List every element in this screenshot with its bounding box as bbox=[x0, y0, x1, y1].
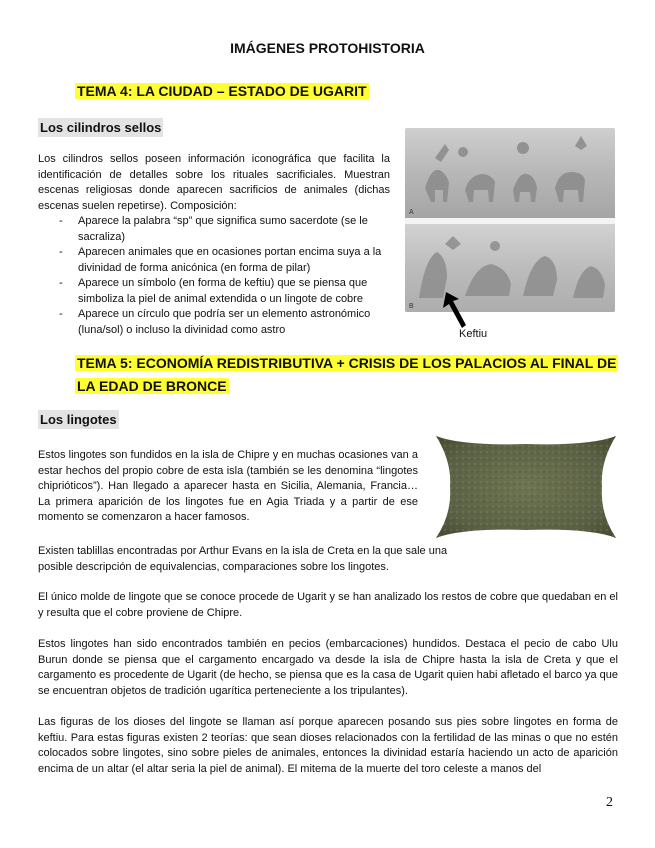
cilindros-paragraph: Los cilindros sellos poseen información iconográfica que facilita la identificación de detalles sobre los rituales sacrificiales. Muestran escenas religiosas donde aparecen sacrificios de animales (dichas escenas suelen repetirse). Composición: bbox=[38, 153, 390, 212]
svg-text:B: B bbox=[409, 303, 414, 310]
lingotes-subheading: Los lingotes bbox=[40, 412, 117, 427]
list-item: - Aparece un símbolo (en forma de keftiu) que se piensa que simboliza la piel de animal extendida o un lingote de cobre bbox=[38, 276, 392, 307]
lingotes-paragraph-1: Estos lingotes son fundidos en la isla de Chipre y en muchas ocasiones van a estar hechos del propio cobre de esta isla (también se les denomina “lingotes chiprióticos”). Han llegado a aparecer hasta en Sicilia, Alemania, Francia… La primera aparición de los lingotes fue en Agia Triada y a partir de ese momento se comenzaron a hacer famosos. bbox=[38, 449, 418, 523]
list-item: - Aparece un círculo que podría ser un elemento astronómico (luna/sol) o incluso la divinidad como astro bbox=[38, 307, 392, 338]
lingotes-paragraph-3: El único molde de lingote que se conoce procede de Ugarit y se han analizado los restos de cobre que quedaban en el y resulta que el cobre proviene de Chipre. bbox=[38, 591, 618, 619]
lingotes-paragraph-4: Estos lingotes han sido encontrados también en pecios (embarcaciones) hundidos. Destaca el pecio de cabo Ulu Burun donde se piensa que el cargamento encargado va desde la isla de Chipre hasta la isla de Creta y que el cargamento es procedente de Ugarit (de hecho, se piensa que es la casa de Ugarit quien habi afletado el barco ya que se encuentran objetos de tradición ugarítica perteneciente a los tripulantes). bbox=[38, 638, 618, 697]
cylinder-seal-illustration bbox=[405, 128, 615, 312]
oxhide-ingot-illustration bbox=[432, 432, 620, 542]
tema5-heading: TEMA 5: ECONOMÍA REDISTRIBUTIVA + CRISIS DE LOS PALACIOS AL FINAL DE LA EDAD DE BRONCE bbox=[77, 355, 617, 394]
ingot-image bbox=[432, 432, 620, 542]
svg-text:A: A bbox=[409, 209, 414, 216]
document-title: IMÁGENES PROTOHISTORIA bbox=[230, 40, 425, 56]
page-number: 2 bbox=[606, 795, 613, 810]
keftiu-caption: Keftiu bbox=[459, 328, 488, 340]
cylinder-seal-image bbox=[405, 128, 615, 312]
list-item: - Aparecen animales que en ocasiones portan encima suya a la divinidad de forma anicónica (en forma de pilar) bbox=[38, 245, 392, 276]
lingotes-paragraph-2: Existen tablillas encontradas por Arthur Evans en la isla de Creta en la que sale una posible descripción de equivalencias, comparaciones sobre los lingotes. bbox=[38, 545, 448, 573]
cilindros-subheading: Los cilindros sellos bbox=[40, 120, 162, 135]
tema4-heading: TEMA 4: LA CIUDAD – ESTADO DE UGARIT bbox=[77, 83, 367, 99]
cilindros-list bbox=[38, 214, 392, 338]
lingotes-paragraph-5: Las figuras de los dioses del lingote se llaman así porque aparecen posando sus pies sobre lingotes en forma de keftiu. Para estas figuras existen 2 teorías: que sean dioses relacionados con la fertilidad de las minas o que no estén colocados sobre lingotes, sino sobre pieles de animales, entonces la divinidad estaría haciendo un acto de aparición encima de un altar (el altar seria la piel de animal). El mitema de la muerte del toro celeste a manos del bbox=[38, 716, 618, 775]
list-item: - Aparece la palabra “sp” que significa sumo sacerdote (se le sacraliza) bbox=[38, 214, 392, 245]
